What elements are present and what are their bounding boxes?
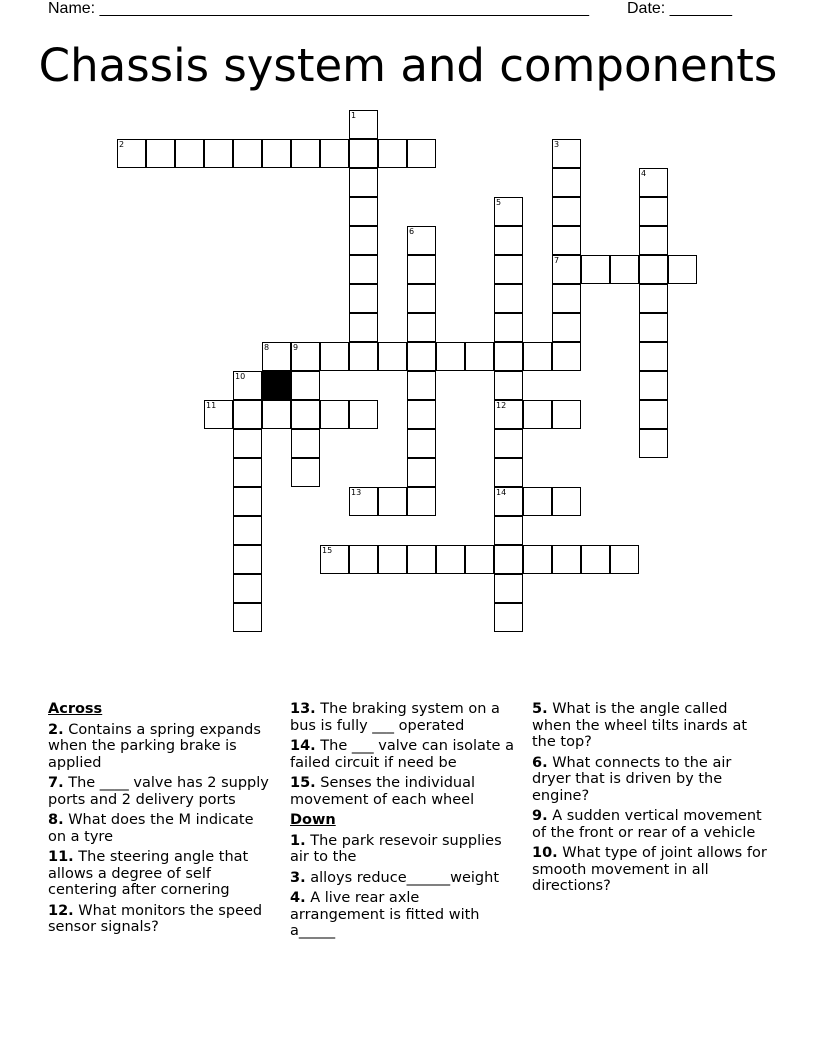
crossword-cell[interactable] bbox=[117, 139, 146, 168]
clue-down-9 bbox=[532, 808, 768, 841]
clue-number: 2. bbox=[48, 721, 64, 738]
crossword-cell[interactable] bbox=[494, 487, 523, 516]
clue-text: Contains a spring expands when the parking brake is applied bbox=[48, 721, 261, 771]
crossword-cell[interactable] bbox=[639, 284, 668, 313]
clue-down-1 bbox=[290, 833, 518, 866]
crossword-cell[interactable] bbox=[407, 400, 436, 429]
clue-column-3 bbox=[532, 701, 768, 899]
date-line: Date: _______ bbox=[627, 0, 732, 17]
crossword-cell[interactable] bbox=[494, 458, 523, 487]
crossword-cell[interactable] bbox=[639, 342, 668, 371]
crossword-cell[interactable] bbox=[610, 255, 639, 284]
cell-number: 13 bbox=[351, 488, 362, 497]
crossword-cell[interactable] bbox=[407, 284, 436, 313]
cell-number: 5 bbox=[496, 198, 502, 207]
crossword-cell[interactable] bbox=[552, 139, 581, 168]
clue-number: 3. bbox=[290, 869, 306, 886]
crossword-cell[interactable] bbox=[407, 429, 436, 458]
clue-column-2 bbox=[290, 701, 518, 944]
crossword-cell[interactable] bbox=[639, 255, 668, 284]
crossword-cell[interactable] bbox=[291, 371, 320, 400]
crossword-cell[interactable] bbox=[552, 545, 581, 574]
crossword-cell[interactable] bbox=[291, 400, 320, 429]
clue-across-15 bbox=[290, 775, 518, 808]
crossword-cell[interactable] bbox=[639, 400, 668, 429]
crossword-cell[interactable] bbox=[465, 342, 494, 371]
crossword-cell[interactable] bbox=[523, 400, 552, 429]
clue-text: What monitors the speed sensor signals? bbox=[48, 902, 263, 935]
page-title: Chassis system and components bbox=[38, 39, 778, 92]
crossword-cell[interactable] bbox=[407, 226, 436, 255]
crossword-cell[interactable] bbox=[349, 139, 378, 168]
crossword-cell[interactable] bbox=[465, 545, 494, 574]
crossword-cell[interactable] bbox=[233, 603, 262, 632]
crossword-cell[interactable] bbox=[320, 400, 349, 429]
clue-number: 9. bbox=[532, 808, 548, 824]
crossword-cell[interactable] bbox=[233, 371, 262, 400]
crossword-cell[interactable] bbox=[552, 168, 581, 197]
crossword-cell[interactable] bbox=[291, 342, 320, 371]
crossword-cell[interactable] bbox=[349, 313, 378, 342]
clue-number: 13. bbox=[290, 701, 316, 717]
clue-text: What is the angle called when the wheel tilts inards at the top? bbox=[532, 701, 748, 750]
crossword-cell[interactable] bbox=[523, 487, 552, 516]
crossword-cell[interactable] bbox=[349, 197, 378, 226]
clue-text: The park resevoir supplies air to the bbox=[290, 832, 502, 865]
clue-number: 15. bbox=[290, 775, 316, 791]
crossword-cell[interactable] bbox=[523, 545, 552, 574]
crossword-cell[interactable] bbox=[552, 342, 581, 371]
crossword-cell[interactable] bbox=[349, 226, 378, 255]
cell-number: 12 bbox=[496, 401, 507, 410]
crossword-cell[interactable] bbox=[494, 545, 523, 574]
clue-number: 14. bbox=[290, 738, 316, 754]
crossword-cell[interactable] bbox=[552, 487, 581, 516]
crossword-cell[interactable] bbox=[233, 516, 262, 545]
cell-number: 8 bbox=[264, 343, 270, 352]
crossword-block-cell bbox=[262, 371, 291, 400]
clue-number: 5. bbox=[532, 701, 548, 717]
crossword-cell[interactable] bbox=[639, 313, 668, 342]
crossword-cell[interactable] bbox=[494, 226, 523, 255]
crossword-cell[interactable] bbox=[494, 371, 523, 400]
clue-down-4 bbox=[290, 890, 518, 940]
crossword-cell[interactable] bbox=[233, 429, 262, 458]
crossword-cell[interactable] bbox=[639, 371, 668, 400]
crossword-cell[interactable] bbox=[204, 139, 233, 168]
clue-down-5 bbox=[532, 701, 768, 751]
crossword-cell[interactable] bbox=[639, 197, 668, 226]
cell-number: 3 bbox=[554, 140, 560, 149]
clue-text: What connects to the air dryer that is driven by the engine? bbox=[532, 754, 732, 804]
crossword-cell[interactable] bbox=[378, 139, 407, 168]
clue-down-6 bbox=[532, 755, 768, 805]
crossword-cell[interactable] bbox=[349, 168, 378, 197]
crossword-cell[interactable] bbox=[407, 342, 436, 371]
crossword-cell[interactable] bbox=[262, 400, 291, 429]
clue-down-10 bbox=[532, 845, 768, 895]
clue-text: The ____ valve has 2 supply ports and 2 delivery ports bbox=[48, 775, 269, 808]
crossword-cell[interactable] bbox=[552, 400, 581, 429]
crossword-cell[interactable] bbox=[552, 255, 581, 284]
crossword-cell[interactable] bbox=[204, 400, 233, 429]
crossword-cell[interactable] bbox=[146, 139, 175, 168]
crossword-cell[interactable] bbox=[668, 255, 697, 284]
cell-number: 2 bbox=[119, 140, 125, 149]
name-line: Name: _______________________________________________________ bbox=[48, 0, 589, 17]
crossword-cell[interactable] bbox=[639, 429, 668, 458]
crossword-cell[interactable] bbox=[523, 342, 552, 371]
clue-text: The braking system on a bus is fully ___ operated bbox=[290, 701, 500, 734]
crossword-cell[interactable] bbox=[436, 545, 465, 574]
clue-number: 4. bbox=[290, 890, 306, 906]
crossword-cell[interactable] bbox=[494, 429, 523, 458]
crossword-cell[interactable] bbox=[639, 226, 668, 255]
crossword-cell[interactable] bbox=[349, 255, 378, 284]
cell-number: 1 bbox=[351, 111, 357, 120]
crossword-cell[interactable] bbox=[349, 342, 378, 371]
crossword-cell[interactable] bbox=[291, 139, 320, 168]
crossword-cell[interactable] bbox=[639, 168, 668, 197]
crossword-cell[interactable] bbox=[552, 284, 581, 313]
crossword-cell[interactable] bbox=[494, 313, 523, 342]
crossword-cell[interactable] bbox=[320, 342, 349, 371]
clue-down-3 bbox=[290, 870, 518, 887]
down-heading: Down bbox=[290, 812, 336, 828]
crossword-cell[interactable] bbox=[494, 574, 523, 603]
crossword-cell[interactable] bbox=[494, 284, 523, 313]
cell-number: 7 bbox=[554, 256, 560, 265]
crossword-cell[interactable] bbox=[581, 545, 610, 574]
crossword-cell[interactable] bbox=[233, 458, 262, 487]
clue-number: 11. bbox=[48, 849, 74, 865]
crossword-cell[interactable] bbox=[407, 545, 436, 574]
clue-across-11 bbox=[48, 849, 273, 899]
crossword-cell[interactable] bbox=[581, 255, 610, 284]
crossword-cell[interactable] bbox=[407, 255, 436, 284]
crossword-cell[interactable] bbox=[233, 400, 262, 429]
crossword-cell[interactable] bbox=[494, 400, 523, 429]
clue-text: alloys reduce______weight bbox=[310, 869, 500, 886]
crossword-cell[interactable] bbox=[349, 110, 378, 139]
clue-text: What type of joint allows for smooth movement in all directions? bbox=[532, 845, 767, 894]
crossword-cell[interactable] bbox=[407, 313, 436, 342]
clue-number: 6. bbox=[532, 754, 548, 771]
clue-across-14 bbox=[290, 738, 518, 771]
clue-number: 8. bbox=[48, 812, 64, 828]
crossword-cell[interactable] bbox=[407, 487, 436, 516]
clue-across-12 bbox=[48, 903, 273, 936]
crossword-cell[interactable] bbox=[610, 545, 639, 574]
clue-number: 1. bbox=[290, 832, 306, 849]
clue-text: What does the M indicate on a tyre bbox=[48, 812, 254, 845]
cell-number: 9 bbox=[293, 343, 299, 352]
crossword-cell[interactable] bbox=[291, 429, 320, 458]
clue-across-2 bbox=[48, 722, 273, 772]
crossword-cell[interactable] bbox=[233, 574, 262, 603]
crossword-cell[interactable] bbox=[552, 313, 581, 342]
cell-number: 15 bbox=[322, 546, 333, 555]
crossword-cell[interactable] bbox=[262, 342, 291, 371]
crossword-cell[interactable] bbox=[349, 487, 378, 516]
clue-number: 10. bbox=[532, 845, 558, 861]
crossword-cell[interactable] bbox=[233, 139, 262, 168]
clue-across-7 bbox=[48, 775, 273, 808]
crossword-cell[interactable] bbox=[494, 603, 523, 632]
clue-across-13 bbox=[290, 701, 518, 734]
cell-number: 14 bbox=[496, 488, 507, 497]
clue-text: The steering angle that allows a degree of self centering after cornering bbox=[48, 849, 249, 898]
crossword-cell[interactable] bbox=[349, 400, 378, 429]
crossword-cell[interactable] bbox=[407, 458, 436, 487]
cell-number: 10 bbox=[235, 372, 246, 381]
crossword-cell[interactable] bbox=[262, 139, 291, 168]
cell-number: 6 bbox=[409, 227, 415, 236]
clue-text: A live rear axle arrangement is fitted with a_____ bbox=[290, 890, 480, 939]
crossword-cell[interactable] bbox=[494, 255, 523, 284]
crossword-cell[interactable] bbox=[552, 226, 581, 255]
crossword-cell[interactable] bbox=[175, 139, 204, 168]
crossword-cell[interactable] bbox=[494, 342, 523, 371]
crossword-cell[interactable] bbox=[552, 197, 581, 226]
crossword-cell[interactable] bbox=[378, 545, 407, 574]
crossword-cell[interactable] bbox=[233, 545, 262, 574]
clue-text: The ___ valve can isolate a failed circuit if need be bbox=[290, 738, 514, 771]
cell-number: 11 bbox=[206, 401, 217, 410]
cell-number: 4 bbox=[641, 169, 647, 178]
crossword-cell[interactable] bbox=[349, 545, 378, 574]
clue-column-1 bbox=[48, 701, 273, 940]
crossword-cell[interactable] bbox=[494, 197, 523, 226]
crossword-cell[interactable] bbox=[291, 458, 320, 487]
crossword-cell[interactable] bbox=[378, 342, 407, 371]
crossword-cell[interactable] bbox=[233, 487, 262, 516]
crossword-cell[interactable] bbox=[436, 342, 465, 371]
clue-number: 7. bbox=[48, 775, 64, 791]
crossword-cell[interactable] bbox=[407, 139, 436, 168]
clue-text: A sudden vertical movement of the front or rear of a vehicle bbox=[532, 808, 762, 841]
crossword-cell[interactable] bbox=[494, 516, 523, 545]
clue-across-8 bbox=[48, 812, 273, 845]
across-heading: Across bbox=[48, 701, 103, 717]
clue-number: 12. bbox=[48, 902, 74, 919]
crossword-cell[interactable] bbox=[407, 371, 436, 400]
crossword-cell[interactable] bbox=[378, 487, 407, 516]
crossword-cell[interactable] bbox=[320, 545, 349, 574]
crossword-cell[interactable] bbox=[320, 139, 349, 168]
clue-text: Senses the individual movement of each wheel bbox=[290, 775, 476, 808]
crossword-cell[interactable] bbox=[349, 284, 378, 313]
